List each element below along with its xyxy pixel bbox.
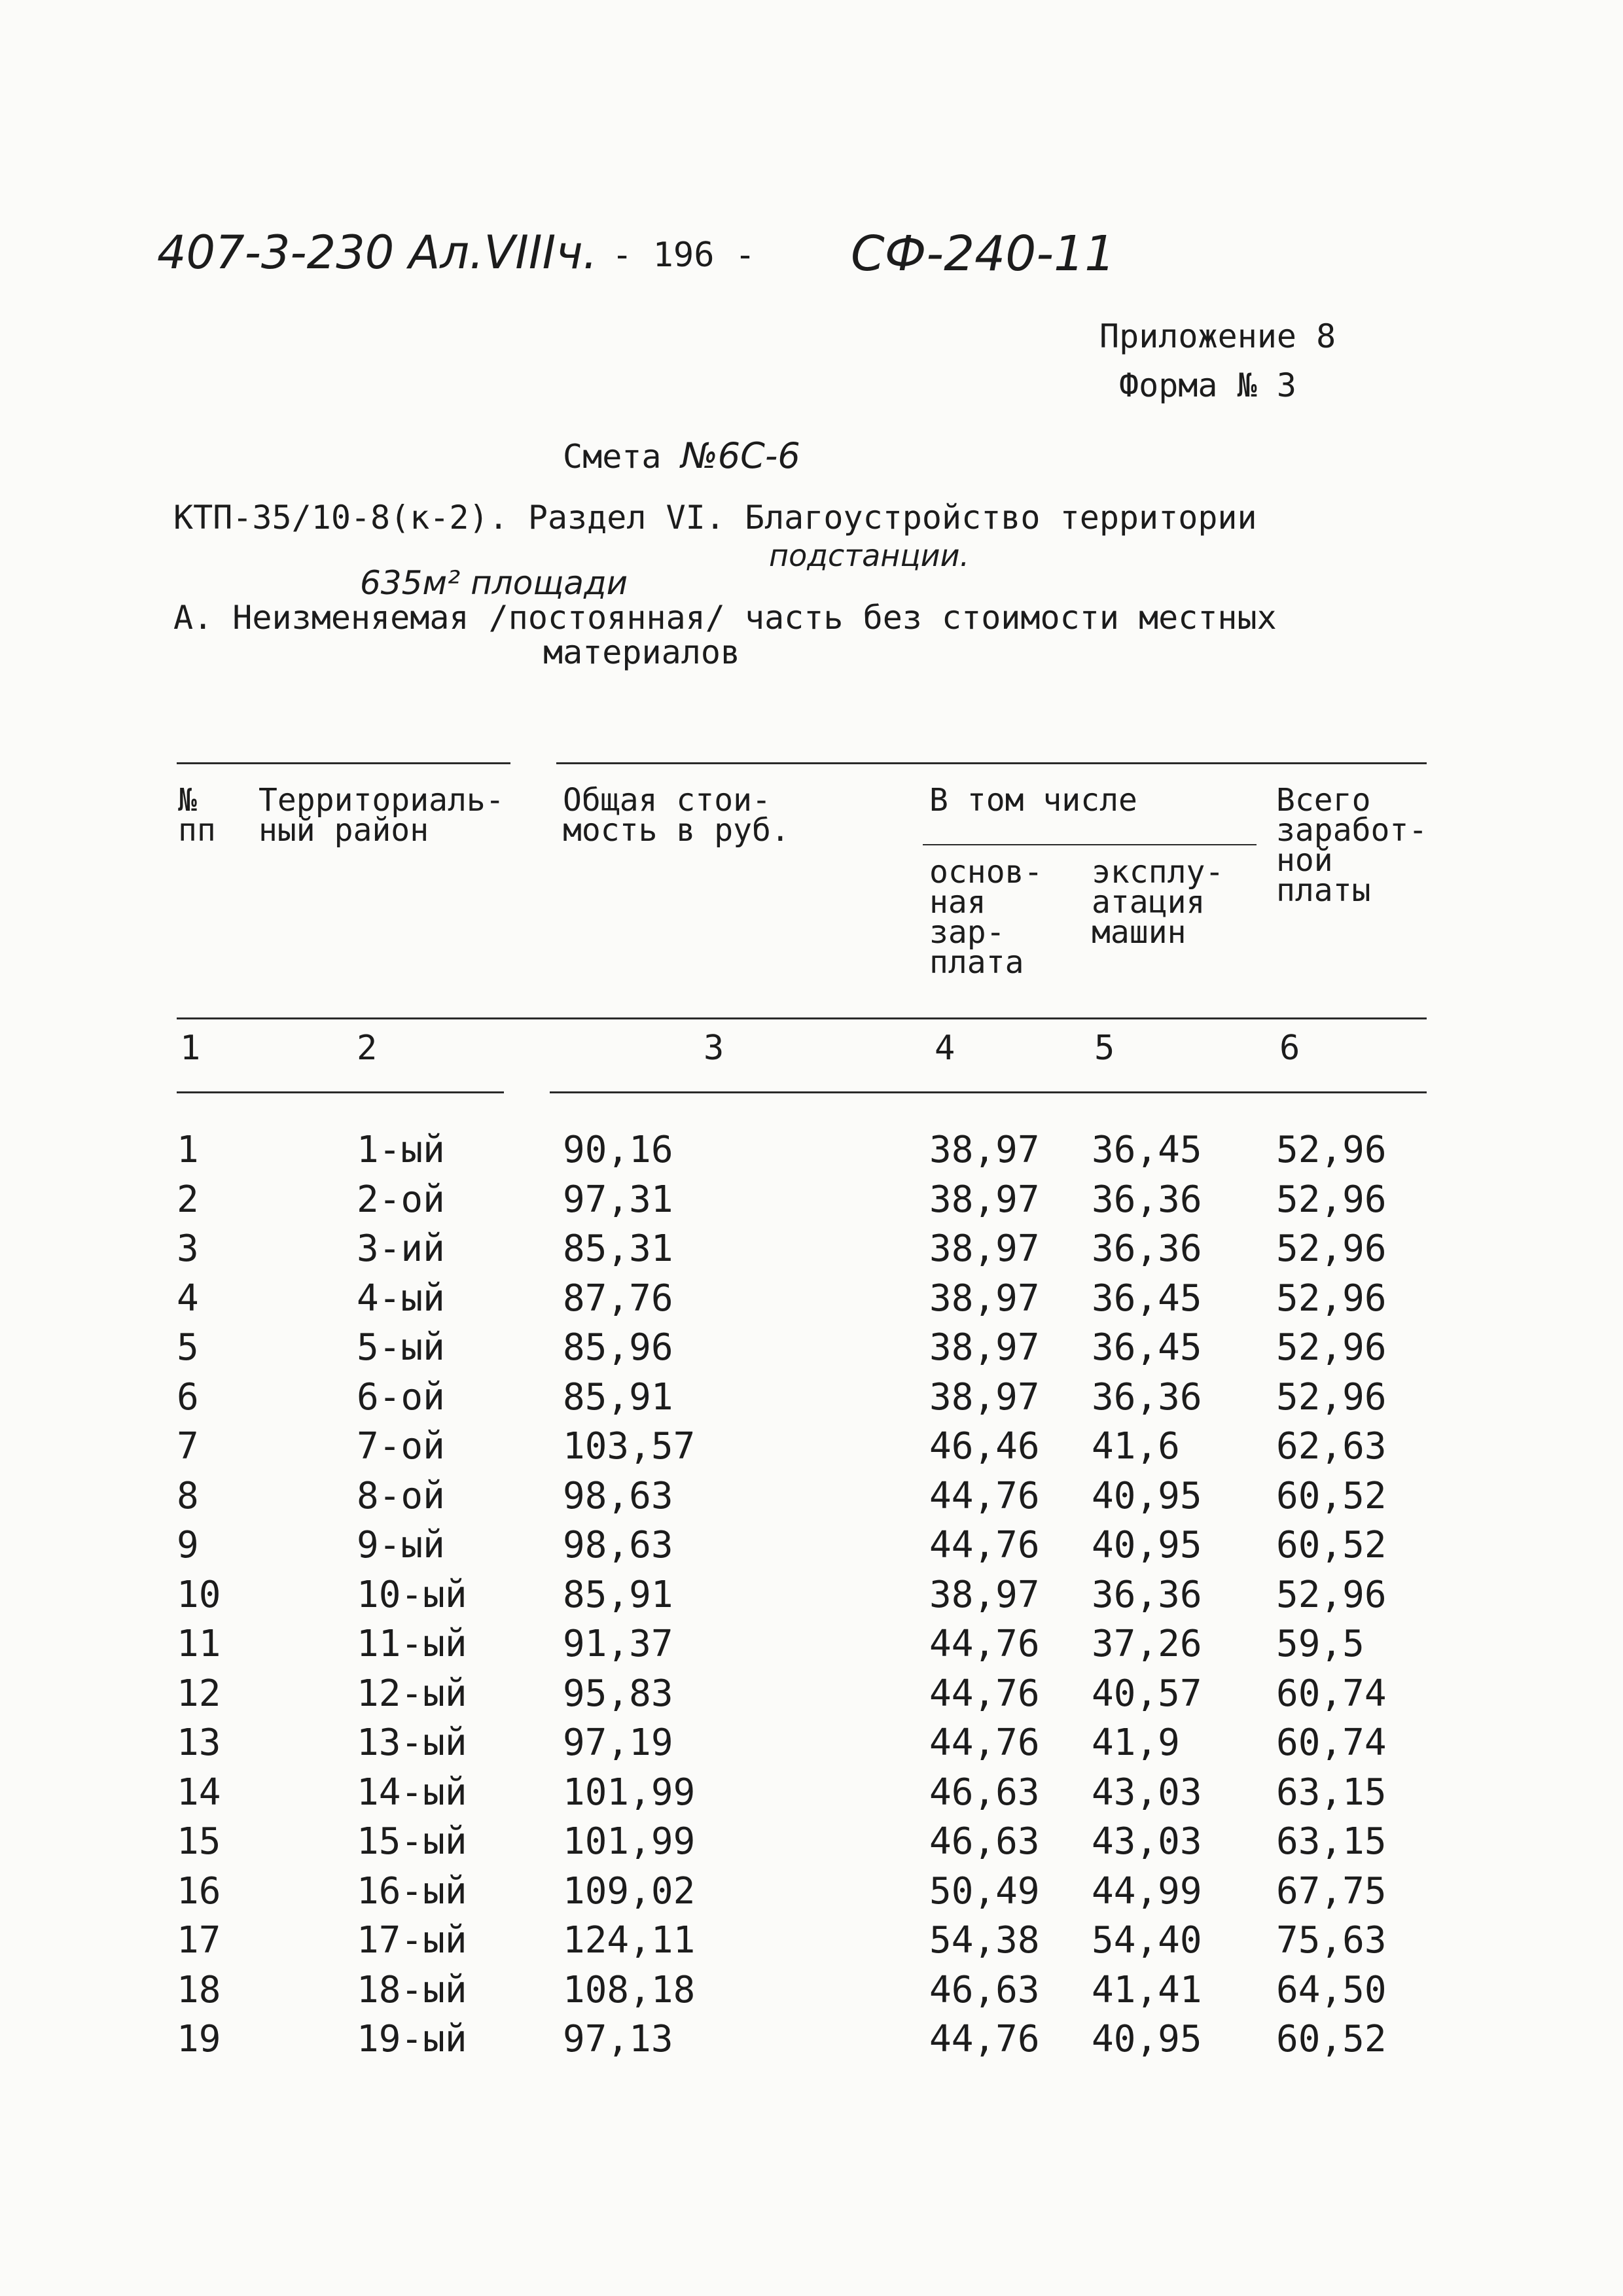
territorial-region-cell: 6-ой — [357, 1376, 445, 1419]
total-cost-cell: 97,31 — [563, 1178, 673, 1221]
territorial-region-cell: 8-ой — [357, 1475, 445, 1517]
machine-operation-cell: 36,36 — [1092, 1227, 1202, 1270]
table-top-rule-right — [556, 762, 1427, 764]
machine-operation-cell: 43,03 — [1092, 1771, 1202, 1814]
total-cost-cell: 103,57 — [563, 1425, 696, 1468]
total-wage-cell: 62,63 — [1276, 1425, 1387, 1468]
header-number: № пп — [178, 782, 216, 849]
column-number-2: 2 — [357, 1029, 378, 1068]
row-number-cell: 4 — [177, 1277, 199, 1320]
base-wage-cell: 44,76 — [929, 1623, 1040, 1665]
total-wage-cell: 63,15 — [1276, 1820, 1387, 1863]
total-cost-cell: 87,76 — [563, 1277, 673, 1320]
territorial-region-cell: 14-ый — [357, 1771, 467, 1814]
total-wage-cell: 60,74 — [1276, 1672, 1387, 1715]
base-wage-cell: 38,97 — [929, 1178, 1040, 1221]
territorial-region-cell: 9-ый — [357, 1524, 445, 1566]
row-number-cell: 5 — [177, 1326, 199, 1369]
header-total-wage: Всего заработ- ной платы — [1276, 782, 1428, 909]
total-wage-cell: 60,74 — [1276, 1722, 1387, 1764]
base-wage-cell: 44,76 — [929, 1672, 1040, 1715]
machine-operation-cell: 37,26 — [1092, 1623, 1202, 1665]
estimate-title — [563, 435, 800, 476]
machine-operation-cell: 36,36 — [1092, 1178, 1202, 1221]
row-number-cell: 6 — [177, 1376, 199, 1419]
total-wage-cell: 52,96 — [1276, 1574, 1387, 1616]
table-top-rule-left — [177, 762, 510, 764]
document-code-handwritten: 407-3-230 Ал.VIIIч. — [157, 226, 597, 279]
total-cost-cell: 101,99 — [563, 1771, 696, 1814]
header-region: Территориаль- ный район — [259, 782, 505, 849]
territorial-region-cell: 18-ый — [357, 1969, 467, 2011]
total-wage-cell: 52,96 — [1276, 1129, 1387, 1171]
row-number-cell: 15 — [177, 1820, 221, 1863]
part-description: А. Неизменяемая /постоянная/ часть без стоимости местных — [173, 599, 1277, 637]
row-number-cell: 9 — [177, 1524, 199, 1566]
row-number-cell: 16 — [177, 1870, 221, 1913]
total-wage-cell: 52,96 — [1276, 1277, 1387, 1320]
total-cost-cell: 85,31 — [563, 1227, 673, 1270]
row-number-cell: 13 — [177, 1722, 221, 1764]
territorial-region-cell: 5-ый — [357, 1326, 445, 1369]
machine-operation-cell: 43,03 — [1092, 1820, 1202, 1863]
territorial-region-cell: 11-ый — [357, 1623, 467, 1665]
row-number-cell: 19 — [177, 2018, 221, 2060]
total-cost-cell: 91,37 — [563, 1623, 673, 1665]
total-cost-cell: 90,16 — [563, 1129, 673, 1171]
total-wage-cell: 52,96 — [1276, 1227, 1387, 1270]
total-wage-cell: 60,52 — [1276, 1524, 1387, 1566]
base-wage-cell: 46,63 — [929, 1969, 1040, 2011]
total-wage-cell: 52,96 — [1276, 1178, 1387, 1221]
row-number-cell: 18 — [177, 1969, 221, 2011]
territorial-region-cell: 7-ой — [357, 1425, 445, 1468]
total-cost-cell: 97,19 — [563, 1722, 673, 1764]
estimate-title-typed: Смета — [563, 438, 662, 476]
header-bottom-rule — [177, 1017, 1427, 1019]
territorial-region-cell: 19-ый — [357, 2018, 467, 2060]
territorial-region-cell: 13-ый — [357, 1722, 467, 1764]
subject-handwritten-note-2: 635м² площади — [360, 564, 628, 602]
machine-operation-cell: 40,95 — [1092, 1524, 1202, 1566]
territorial-region-cell: 4-ый — [357, 1277, 445, 1320]
total-wage-cell: 75,63 — [1276, 1919, 1387, 1962]
estimate-number-handwritten: №6С-6 — [681, 435, 800, 476]
total-cost-cell: 101,99 — [563, 1820, 696, 1863]
base-wage-cell: 50,49 — [929, 1870, 1040, 1913]
total-cost-cell: 108,18 — [563, 1969, 696, 2011]
total-cost-cell: 85,91 — [563, 1376, 673, 1419]
machine-operation-cell: 36,36 — [1092, 1376, 1202, 1419]
total-cost-cell: 98,63 — [563, 1524, 673, 1566]
total-wage-cell: 52,96 — [1276, 1326, 1387, 1369]
column-number-6: 6 — [1279, 1029, 1300, 1068]
territorial-region-cell: 17-ый — [357, 1919, 467, 1962]
column-numbers-rule-left — [177, 1091, 504, 1093]
base-wage-cell: 44,76 — [929, 2018, 1040, 2060]
row-number-cell: 14 — [177, 1771, 221, 1814]
machine-operation-cell: 44,99 — [1092, 1870, 1202, 1913]
total-wage-cell: 59,5 — [1276, 1623, 1364, 1665]
machine-operation-cell: 41,41 — [1092, 1969, 1202, 2011]
total-wage-cell: 64,50 — [1276, 1969, 1387, 2011]
base-wage-cell: 46,63 — [929, 1771, 1040, 1814]
machine-operation-cell: 41,6 — [1092, 1425, 1180, 1468]
column-number-3: 3 — [704, 1029, 724, 1068]
total-cost-cell: 98,63 — [563, 1475, 673, 1517]
row-number-cell: 8 — [177, 1475, 199, 1517]
header-machine-operation: эксплу- атация машин — [1092, 854, 1224, 951]
total-cost-cell: 109,02 — [563, 1870, 696, 1913]
total-wage-cell: 63,15 — [1276, 1771, 1387, 1814]
territorial-region-cell: 2-ой — [357, 1178, 445, 1221]
subject-handwritten-note-1: подстанции. — [769, 538, 970, 573]
territorial-region-cell: 15-ый — [357, 1820, 467, 1863]
total-cost-cell: 85,91 — [563, 1574, 673, 1616]
territorial-region-cell: 16-ый — [357, 1870, 467, 1913]
machine-operation-cell: 36,45 — [1092, 1326, 1202, 1369]
base-wage-cell: 38,97 — [929, 1277, 1040, 1320]
base-wage-cell: 38,97 — [929, 1574, 1040, 1616]
form-label: Форма № 3 — [1119, 366, 1296, 404]
row-number-cell: 17 — [177, 1919, 221, 1962]
machine-operation-cell: 54,40 — [1092, 1919, 1202, 1962]
page-number: - 196 - — [612, 236, 756, 275]
total-cost-cell: 95,83 — [563, 1672, 673, 1715]
territorial-region-cell: 1-ый — [357, 1129, 445, 1171]
total-cost-cell: 97,13 — [563, 2018, 673, 2060]
base-wage-cell: 46,63 — [929, 1820, 1040, 1863]
header-base-wage: основ- ная зар- плата — [929, 854, 1043, 981]
form-code-handwritten: СФ-240-11 — [851, 226, 1116, 282]
total-wage-cell: 52,96 — [1276, 1376, 1387, 1419]
row-number-cell: 1 — [177, 1129, 199, 1171]
machine-operation-cell: 36,36 — [1092, 1574, 1202, 1616]
base-wage-cell: 38,97 — [929, 1376, 1040, 1419]
row-number-cell: 10 — [177, 1574, 221, 1616]
column-number-5: 5 — [1094, 1029, 1115, 1068]
base-wage-cell: 38,97 — [929, 1326, 1040, 1369]
total-cost-cell: 85,96 — [563, 1326, 673, 1369]
base-wage-cell: 46,46 — [929, 1425, 1040, 1468]
row-number-cell: 3 — [177, 1227, 199, 1270]
row-number-cell: 12 — [177, 1672, 221, 1715]
row-number-cell: 7 — [177, 1425, 199, 1468]
machine-operation-cell: 40,95 — [1092, 1475, 1202, 1517]
machine-operation-cell: 36,45 — [1092, 1129, 1202, 1171]
base-wage-cell: 38,97 — [929, 1227, 1040, 1270]
row-number-cell: 2 — [177, 1178, 199, 1221]
appendix-label: Приложение 8 — [1099, 317, 1336, 355]
row-number-cell: 11 — [177, 1623, 221, 1665]
part-description-continued: материалов — [543, 633, 741, 671]
territorial-region-cell: 3-ий — [357, 1227, 445, 1270]
estimate-subject: КТП-35/10-8(к-2). Раздел VI. Благоустройство территории — [173, 499, 1257, 537]
column-number-4: 4 — [935, 1029, 955, 1068]
machine-operation-cell: 40,57 — [1092, 1672, 1202, 1715]
base-wage-cell: 54,38 — [929, 1919, 1040, 1962]
total-wage-cell: 60,52 — [1276, 2018, 1387, 2060]
territorial-region-cell: 10-ый — [357, 1574, 467, 1616]
machine-operation-cell: 36,45 — [1092, 1277, 1202, 1320]
base-wage-cell: 38,97 — [929, 1129, 1040, 1171]
total-wage-cell: 67,75 — [1276, 1870, 1387, 1913]
header-including: В том числе — [929, 782, 1137, 819]
total-wage-cell: 60,52 — [1276, 1475, 1387, 1517]
column-number-1: 1 — [180, 1029, 201, 1068]
territorial-region-cell: 12-ый — [357, 1672, 467, 1715]
subheader-rule — [923, 844, 1257, 845]
base-wage-cell: 44,76 — [929, 1524, 1040, 1566]
base-wage-cell: 44,76 — [929, 1722, 1040, 1764]
header-total-cost: Общая стои- мость в руб. — [563, 782, 790, 849]
column-numbers-rule-right — [550, 1091, 1427, 1093]
total-cost-cell: 124,11 — [563, 1919, 696, 1962]
base-wage-cell: 44,76 — [929, 1475, 1040, 1517]
machine-operation-cell: 41,9 — [1092, 1722, 1180, 1764]
machine-operation-cell: 40,95 — [1092, 2018, 1202, 2060]
